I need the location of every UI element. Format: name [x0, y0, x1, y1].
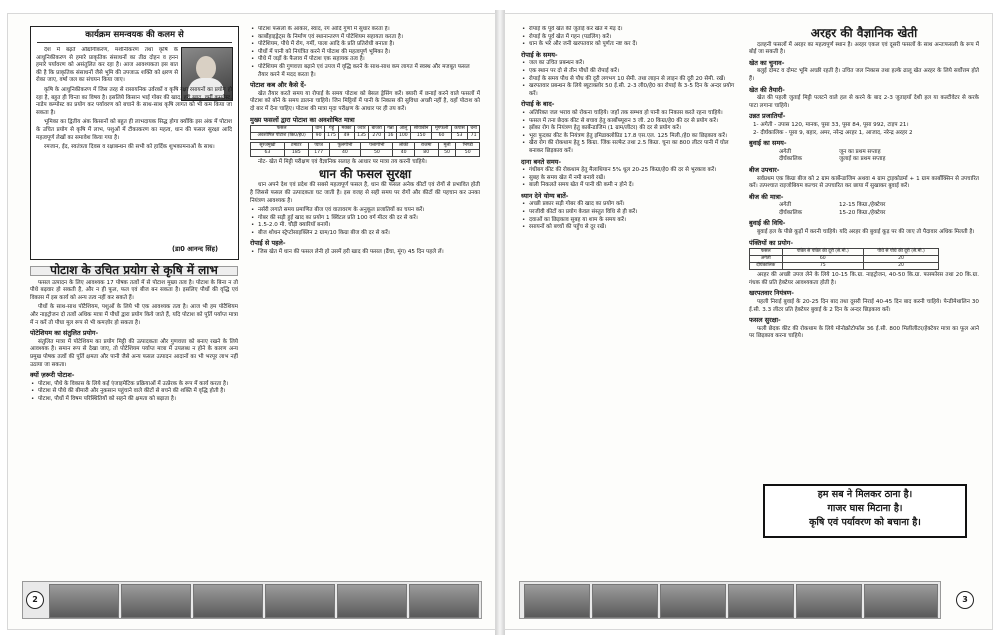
care-heading: ध्यान देने योग्य बातें-	[521, 191, 569, 200]
table-row	[750, 249, 939, 256]
page-gutter	[495, 10, 505, 635]
after-transplant-point: • खैरा रोग की रोकथाम हेतु 5 किग्रा. जिंक सल्फेट तथा 2.5 किग्रा. चूना का 800 लीटर पानी में घोल बनाकर छिड़काव करें।	[521, 140, 739, 155]
table-cell: 270	[369, 133, 385, 140]
potash-benefit-point: • पौधे में जड़ों के फैलाव में पोटाश एक सहायक तत्व है।	[250, 56, 480, 64]
paddy-article-title: धान की फसल सुरक्षा	[318, 166, 412, 181]
table-cell: फसल	[251, 126, 313, 133]
paddy-point: • गोबर की सड़ी हुई खाद का प्रयोग 1 क्विंटल प्रति 100 वर्ग मीटर की दर से करें।	[250, 215, 480, 223]
table-header: पौधे से पौधे की दूरी (से.मी.)	[864, 249, 939, 256]
potash-benefit-point: • पोटेशियम, पौधे में रोग, गर्मी, पाला आदि के प्रति प्रतिरोधी बनाता है।	[250, 41, 480, 49]
table-cell: 53	[451, 133, 467, 140]
table-cell: 75	[782, 263, 864, 270]
potash-para-1: फसल उत्पादन के लिए आवश्यक 17 पोषक तत्वों में से पोटाश मुख्य तत्व है। पोटाश के बिना न तो पौधे बढ़वार हो सकती है, और न ही फूल, फल एवं बीज बन सकता है। इसलिए पौधों की वृद्धि एवं विकास में इस कार्य को अन्य तत्व नहीं कर सकते हैं।	[30, 279, 238, 301]
event-photo	[660, 584, 726, 618]
paddy-prep-point: • रोपाई के पूर्व खेत में गहन (पडलिंग) करें।	[521, 34, 739, 42]
table-cell: दीर्घकालिक	[750, 263, 783, 270]
table-cell: गेहूँ	[324, 126, 338, 133]
table-cell: 50	[456, 150, 480, 157]
table-row	[251, 150, 480, 157]
event-photo	[409, 584, 479, 618]
grain-stage-point: • सुबह के समय खेत में नमी बनाये रखें।	[521, 175, 739, 183]
table-cell: 150	[410, 133, 431, 140]
care-point: • दवाओं का छिड़काव सुबह या शाम के समय करें।	[521, 217, 739, 225]
page-number: 3	[956, 591, 974, 609]
sowing-time-heading: बुवाई का समय-	[749, 139, 787, 148]
table-row	[251, 126, 480, 133]
paddy-prep-point: • रोपाई के पूर्व खेत की जुताई कर खेत में मेंड़ दें।	[521, 26, 739, 34]
right-column-1	[521, 26, 739, 574]
sowing-time-row	[749, 156, 979, 164]
potash-uptake-table-2	[250, 142, 480, 157]
paddy-point: • 1.5-2.0 मी. चौड़ी क्यारियाँ बनायें।	[250, 222, 480, 230]
sowing-type: दीर्घकालिक	[779, 156, 803, 163]
after-transplant-point: • झोंका रोग के नियंत्रण हेतु कार्बेन्डाजिम (1 ग्राम/लीटर) की दर से प्रयोग करें।	[521, 125, 739, 133]
left-photo-strip	[22, 581, 482, 619]
potash-balanced-text: संतुलित मात्रा में पोटेशियम का प्रयोग मिट्टी की उत्पादकता और गुणवत्ता को बनाए रखने के लिये आवश्यक है। समान रूप से देखा जाए, तो पोटेशियम पर्याप्त मात्रा में उपलब्ध न होने के कारण अन्य प्रमुख पोषक तत्वों की पूर्ति क्षमता और पानी जैसे अन्य फसल उत्पादन आदानों का भी भरपूर लाभ नहीं उठाया जा सकता।	[30, 338, 238, 368]
event-photo	[265, 584, 335, 618]
potash-uptake-table	[250, 125, 480, 140]
table-cell: प्याज	[308, 143, 329, 150]
potash-para-2: पौधों के साथ-साथ पोटैशियम, पशुओं के लिये भी एक आवश्यक तत्व है। आज भी हम पोटैशियम और नाइट्रोजन दो तत्वों अधिक मात्रा में पौधों द्वारा प्रयोग किये जाते हैं, यदि पोटाश को पूर्ति पर्याप्त मात्रा में न करें तो पौधा मूल रूप से भी कमज़ोर हो सकता है।	[30, 304, 238, 326]
table-cell: 71	[468, 133, 480, 140]
table-cell: अवशोषित पोटाश (कि0/हे0)	[251, 133, 313, 140]
potash-benefit-point: • पोटाश फसलों के आकार, स्वाद, रंग आदि गुणों में सुधार करता है।	[250, 26, 480, 34]
transplant-time-point: • एक स्थान पर दो से तीन पौधों की रोपाई करें।	[521, 68, 739, 76]
seed-qty-row	[749, 210, 979, 218]
after-transplant-point: • भूरा फुदका कीट के नियंत्रण हेतु इमिडाक्लोप्रिड 17.8 एस.एल. 125 मिली./हे0 का छिड़काव करें।	[521, 133, 739, 141]
coordinator-para-2: कृषि के आधुनिकीकरण में जिस तरह से रासायनिक उर्वरकों व कृषि रक्षा रसायनों का प्रयोग हो रहा है, बहुत ही चिन्ता का विषय है। इसलिये किसान भाई गोबर की खाद, हरी खाद, वर्मी कम्पोस्ट, नाडेप कम्पोस्ट का प्रयोग कर पर्यावरण को बचाने के साथ-साथ कृषि लागत को भी कम किया जा सकता है।	[36, 86, 232, 116]
table-cell: 50	[361, 150, 393, 157]
paddy-prep-point: • धान के भरे और जनी खरपतवार को पूर्णतः नष्ट कर दें।	[521, 41, 739, 49]
table-cell: सूरजमुखी	[251, 143, 285, 150]
table-cell: 63	[251, 150, 285, 157]
event-photo	[121, 584, 191, 618]
table-row	[750, 263, 939, 270]
table-cell: 40	[329, 150, 361, 157]
left-page	[8, 14, 495, 629]
crop-protection-heading: फसल सुरक्षा-	[749, 316, 781, 325]
transplant-time-point: • खरपतवार प्रबन्धन के लिये ब्यूटाक्लोर 50 ई.सी. 2-3 ली0/हे0 का रोपाई के 3-5 दिन के अन्दर प्रयोग करें।	[521, 83, 739, 98]
table-cell: 50	[438, 150, 456, 157]
table-cell: 80	[414, 150, 438, 157]
spacing-heading: पंक्तियों का प्रयोग-	[749, 238, 793, 247]
table-cell: सोयाबीन	[410, 126, 431, 133]
care-point: • परजीवी कीटों का प्रयोग केवल संस्तुत विधि से ही करें।	[521, 209, 739, 217]
field-prep-heading: खेत की तैयारी-	[749, 85, 785, 94]
table-cell: 135	[354, 133, 368, 140]
table-cell: 90	[313, 133, 325, 140]
table-cell: ज्वार	[354, 126, 368, 133]
coordinator-box-title: कार्यक्रम समन्वयक की कलम से	[37, 29, 232, 43]
care-point: • रसायनों को बच्चों की पहुँच से दूर रखें।	[521, 224, 739, 232]
grain-stage-heading: दाना बनते समय-	[521, 157, 562, 166]
potash-table-caption: मुख्य फसलों द्वारा पोटाश का अवशोषित मात्रा	[250, 115, 355, 124]
table-cell: गन्ना	[385, 126, 396, 133]
table-row	[750, 256, 939, 263]
table-cell: 185	[284, 150, 308, 157]
sowing-method-heading: बुवाई की विधि-	[749, 219, 786, 228]
potash-when-heading: पोटाश कब और कैसे दें-	[250, 81, 307, 90]
table-cell: 16	[385, 133, 396, 140]
table-cell: 40	[393, 150, 414, 157]
seed-qty-type: अगेती	[779, 202, 792, 209]
weed-control-text: पहली निराई बुवाई के 20-25 दिन बाद तथा दूसरी निराई 40-45 दिन बाद करनी चाहिये। पेन्डीमेथालिन 30 ई.सी. 3.3 लीटर प्रति हेक्टेयर बुवाई के 2 दिन के अन्दर छिड़काव करें।	[749, 299, 979, 313]
paddy-point: • नर्सरी लगाते समय प्रमाणित बीज एवं वातावरण के अनुकूल प्रजातियों का चयन करें।	[250, 207, 480, 215]
sowing-period: जुलाई का प्रथम सप्ताह	[839, 156, 886, 163]
potash-benefit-point: • कार्बोहाइड्रेट्स के निर्माण एवं स्थानान्तरण में पोटेशियम सहायता करता है।	[250, 34, 480, 42]
coordinator-para-3: भूमिका का द्वितीय अंक किसानों को बहुत ही लाभदायक सिद्ध होगा क्योंकि इस अंक में पोटाश के उचित प्रयोग से कृषि में लाभ, पशुओं में टीकाकरण का महत्व, धान की फसल सुरक्षा आदि महत्वपूर्ण लेखों का समावेश किया गया है।	[36, 119, 232, 141]
sowing-method-text: बुवाई हल के पीछे कूड़ों में करनी चाहिये। यदि अरहर की बुवाई कूड़ पर की जाए तो पैदावार अधिक मिलती है।	[757, 229, 975, 236]
after-transplant-point: • फसल में तना छेदक कीट से बचाव हेतु कार्बोफ्यूरान 3 जी. 20 किग्रा/हे0 की दर से प्रयोग करें।	[521, 118, 739, 126]
after-transplant-point: • अतिरिक्त जल भराव को रोकना चाहिये। जहाँ तक सम्भव हो पानी का निकास करते रहना चाहिये।	[521, 110, 739, 118]
table-row	[251, 143, 480, 150]
care-point: • अच्छी प्रकार सड़ी गोबर की खाद का प्रयोग करें।	[521, 201, 739, 209]
seed-qty-value: 15-20 किग्रा./हेक्टेयर	[839, 209, 886, 216]
table-cell: धान	[313, 126, 325, 133]
coordinator-signature: (डा0 आनन्द सिंह)	[171, 245, 218, 253]
table-cell: भिण्डी	[456, 143, 480, 150]
right-column-2	[749, 26, 979, 464]
table-cell: अगेती	[750, 256, 783, 263]
paddy-transplant-text: • जिस खेत में धान की फसल लेनी हो उसमें हरी खाद की फसल (ढैंचा, मूंग) 45 दिन पहले लें।	[250, 249, 480, 257]
table-cell: 20	[864, 263, 939, 270]
page-number: 2	[26, 591, 44, 609]
event-photo	[49, 584, 119, 618]
slogan-line: हम सब ने मिलकर ठाना है।	[817, 489, 913, 500]
event-photo	[193, 584, 263, 618]
table-cell: पत्तागोभी	[361, 143, 393, 150]
potash-note: नोट- खेत में मिट्टी परीक्षण एवं वैज्ञानिक सलाह के आधार पर मात्रा तय करनी चाहिये।	[258, 159, 427, 166]
slogan-line: कृषि एवं पर्यावरण को बचाना है।	[809, 517, 921, 528]
event-photo	[337, 584, 407, 618]
seed-qty-heading: बीज की मात्रा-	[749, 192, 784, 201]
crop-protection-text: फली छेदक कीट की रोकथाम के लिये मोनोक्रोटोफॉस 36 ई.सी. 800 मिलीलीटर/हेक्टेयर मात्रा का फूल आने पर छिड़काव करना चाहिये।	[749, 325, 979, 340]
sowing-type: अगेती	[779, 148, 792, 155]
table-header: पंक्ति से पंक्ति की दूरी (से.मी.)	[782, 249, 864, 256]
field-selection-heading: खेत का चुनाव-	[749, 58, 785, 67]
field-selection-text: बलुई दोमट व दोमट भूमि अच्छी रहती है। उचित जल निकास तथा हल्के ढालू खेत अरहर के लिये सर्वोत्तम होते हैं।	[749, 68, 979, 82]
table-cell: टमाटर	[284, 143, 308, 150]
coordinator-text	[36, 47, 232, 237]
transplant-time-point: • रोपाई के समय पौध से पौध की दूरी लगभग 10 सेमी. तथा लाइन से लाइन की दूरी 20 सेमी. रखें।	[521, 76, 739, 84]
slogan-box	[763, 484, 967, 538]
arhar-article-title: अरहर की वैज्ञानिक खेती	[810, 26, 918, 40]
potash-article	[30, 262, 238, 574]
seed-qty-type: दीर्घकालिक	[779, 209, 803, 216]
table-header: फसल	[750, 249, 783, 256]
grain-stage-point: • बाली निकलते समय खेत में पानी की कमी न होने दें।	[521, 182, 739, 190]
right-page	[505, 14, 992, 629]
potash-benefit-point: • पौधों में पानी को नियंत्रित करने में पोटाश की महत्वपूर्ण भूमिका है।	[250, 49, 480, 57]
potash-balanced-heading: पोटेशियम का संतुलित प्रयोग-	[30, 329, 99, 338]
variety-item: 1- अगेती - उपास 120, मानक, पूसा 33, पूसा 84, पूसा 992, टाइप 21।	[753, 121, 909, 128]
seed-treatment-text: सर्वप्रथम एक किग्रा बीज को 2 ग्राम कार्बेन्डाजिम अथवा 4 ग्राम ट्राइकोडर्मा + 1 ग्राम कार्बोक्सिन से उपचारित करें। तत्पश्चात राइजोबियम कल्चर से उपचारित कर छाया में सुखाकर बुवाई करें।	[749, 175, 979, 190]
right-photo-strip	[519, 581, 941, 619]
variety-item: 2- दीर्घकालिक - पूसा 9, बहार, अमर, नरेन्द्र अरहर 1, आजाद, नरेन्द्र अरहर 2	[753, 129, 913, 136]
transplant-time-point: • जल का उचित प्रबन्धन करें।	[521, 60, 739, 68]
event-photo	[728, 584, 794, 618]
weed-control-heading: खरपतवार नियंत्रण-	[749, 289, 794, 298]
arhar-intro: दलहनी फसलों में अरहर का महत्वपूर्ण स्थान है। अरहर एकल एवं दूसरी फसलों के साथ अन्तःफसली के रूप में बोई जा सकती है।	[749, 41, 979, 56]
potash-why-point: • पोटाश से पौधे की बीमारी और नुकसान पहुंचाने वाले कीटों से बचने की शक्ति में वृद्धि होती है।	[30, 388, 238, 396]
coordinator-para-1: देश में बढ़ते औद्योगीकरण, मशीनीकरण तथा कृषि के आधुनिकीकरण से हमारे प्राकृतिक संसाधनों का तीव्र दोहन व हनन हमारे पर्यावरण को असंतुलित कर रहा है। आज आवश्यकता इस बात की है कि प्राकृतिक संसाधनों जैसे भूमि की उपजाऊ शक्ति को क्षरण से रोका जाए, वर्षा जल का संचयन किया जाए।	[36, 47, 178, 84]
potash-article-title: पोटाश के उचित प्रयोग से कृषि में लाभ	[30, 266, 238, 276]
table-cell: 60	[432, 133, 452, 140]
table-cell: आलू	[396, 126, 410, 133]
after-transplant-heading: रोपाई के बाद-	[521, 100, 555, 109]
potash-why-point: • पोटाश, पौधों में विषम परिस्थितियों को सहने की क्षमता को बढ़ाता है।	[30, 396, 238, 404]
coordinator-para-4: रमजान, ईद, स्वतंत्रता दिवस व रक्षाबन्धन की सभी को हार्दिक शुभकामनाओं के साथ।	[44, 144, 215, 151]
paddy-intro: धान अपने देश एवं प्रदेश की सबसे महत्वपूर्ण फसल है, धान की फसल अनेक कीटों एवं रोगों से प्रभावित होती है जिससे फसल की उत्पादकता घट जाती है। इस वजह से सही समय पर रोगों और कीटों की पहचान कर उनका नियंत्रण आवश्यक है।	[250, 182, 480, 204]
seed-qty-value: 12-15 किग्रा./हेक्टेयर	[839, 202, 886, 209]
coordinator-box	[30, 26, 239, 260]
table-cell: कपास	[451, 126, 467, 133]
table-cell: राजमा	[414, 143, 438, 150]
left-column-2	[250, 26, 480, 574]
potash-benefit-point: • पोटेशियम की गुणवत्ता बढ़ाने एवं उपज में वृद्धि करने के साथ-साथ कम लागत में स्वस्थ और मजबूत फसल तैयार करने में मदद करता है।	[250, 64, 480, 79]
event-photo	[592, 584, 658, 618]
table-cell: मूंगफली	[432, 126, 452, 133]
event-photo	[524, 584, 590, 618]
table-cell: 175	[324, 133, 338, 140]
seed-treatment-heading: बीज उपचार-	[749, 165, 780, 174]
table-row	[251, 133, 480, 140]
spacing-table	[749, 248, 939, 270]
table-cell: 177	[308, 150, 329, 157]
paddy-point: • बीज शोधन स्ट्रेप्टोसाइक्लिन 2 ग्राम/10 किग्रा बीज की दर से करें।	[250, 230, 480, 238]
potash-why-point: • पोटाश, पौधे के विकास के लिये कई एंजाइमेटिक प्रक्रियाओं में उत्प्रेरक के रूप में कार्य करता है।	[30, 381, 238, 389]
table-cell: 60	[782, 256, 864, 263]
table-cell: 100	[396, 133, 410, 140]
table-cell: 49	[339, 133, 355, 140]
fertilizer-text: अरहर की अच्छी उपज लेने के लिये 10-15 कि.ग्रा. नाइट्रोजन, 40-50 कि.ग्रा. फास्फोरस तथा 20 कि.ग्रा. गंधक की प्रति हेक्टेयर आवश्यकता होती है।	[749, 272, 979, 286]
seed-qty-row	[749, 202, 979, 210]
table-cell: 20	[864, 256, 939, 263]
varieties-heading: उन्नत प्रजातियाँ-	[749, 112, 786, 121]
table-cell: मूली	[438, 143, 456, 150]
event-photo	[864, 584, 938, 618]
grain-stage-point: • गंधीबग कीट की रोकथाम हेतु मैलाथियान 5% धूल 20-25 किग्रा/हे0 की दर से भुरकाव करें।	[521, 167, 739, 175]
slogan-line: गाजर घास मिटाना है।	[827, 503, 903, 514]
event-photo	[796, 584, 862, 618]
table-cell: लौकी	[393, 143, 414, 150]
table-cell: मक्का	[339, 126, 355, 133]
table-cell: फूलगोभी	[329, 143, 361, 150]
sowing-period: जून का प्रथम सप्ताह	[839, 148, 881, 155]
table-cell: बाजरा	[369, 126, 385, 133]
potash-when-text: खेत तैयार करते समय या रोपाई के समय पोटाश को बेसल ड्रेसिंग करें। क्यारी में छनाई करने वाले फसलों में पोटाश को बोने के समय डालना चाहिये। जिन मिट्टियों में पानी के निकास की सुविधा अच्छी नहीं है, वहाँ पोटाश को दो बार में देना चाहिए। पोटाश की मात्रा मृदा परीक्षण के आधार पर ही तय करें।	[250, 90, 480, 112]
paddy-transplant-heading: रोपाई से पहले-	[250, 239, 286, 248]
field-prep-text: खेत की पहली जुताई मिट्टी पलटने वाले हल से करने के बाद 2-3 जुताइयाँ देशी हल या कल्टीवेटर से करके पाटा लगाना चाहिये।	[749, 95, 979, 109]
transplant-time-heading: रोपाई के समय-	[521, 50, 558, 59]
table-cell: चना	[468, 126, 480, 133]
potash-why-heading: क्यों ज़रूरी पोटाश-	[30, 371, 75, 380]
